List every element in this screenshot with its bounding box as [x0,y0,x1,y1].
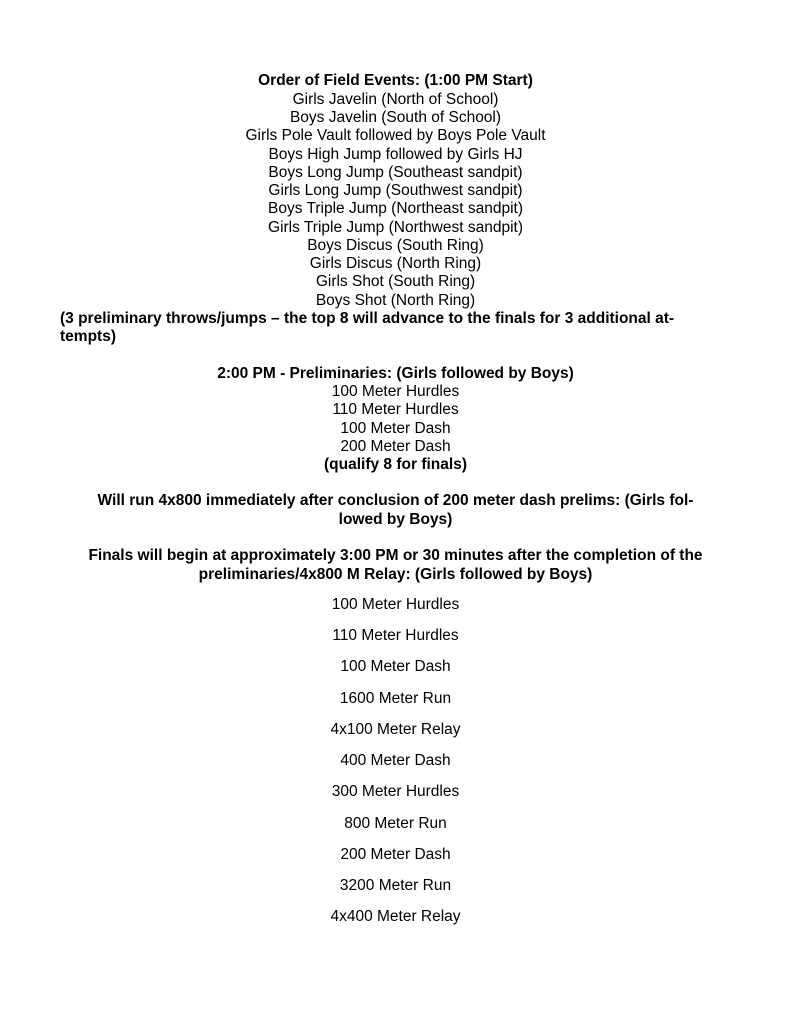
final-item: 4x100 Meter Relay [330,721,461,738]
relay-note-line-2: lowed by Boys) [338,511,453,528]
relay-note-line-1: Will run 4x800 immediately after conclusion of 200 meter dash prelims: (Girls fol- [97,492,694,509]
preliminaries-heading: 2:00 PM - Preliminaries: (Girls followed by Boys) [217,365,574,382]
attempts-note-line-2: tempts) [60,328,116,345]
field-event-item: Girls Shot (South Ring) [315,273,476,290]
finals-heading-line-1: Finals will begin at approximately 3:00 PM or 30 minutes after the completion of the [88,547,703,564]
field-event-item: Girls Triple Jump (Northwest sandpit) [268,219,523,236]
final-item: 300 Meter Hurdles [331,783,460,800]
final-item: 100 Meter Hurdles [331,596,460,613]
final-item: 1600 Meter Run [339,690,452,707]
final-item: 4x400 Meter Relay [330,908,461,925]
field-event-item: Boys High Jump followed by Girls HJ [268,146,523,163]
finals-heading-line-2: preliminaries/4x800 M Relay: (Girls followed by Boys) [198,566,593,583]
final-item: 800 Meter Run [344,815,447,832]
preliminary-item: 110 Meter Hurdles [332,401,459,418]
attempts-note [60,310,740,346]
field-event-item: Girls Discus (North Ring) [309,255,482,272]
qualify-note: (qualify 8 for finals) [324,456,467,473]
field-event-item: Boys Shot (North Ring) [315,292,476,309]
final-item: 100 Meter Dash [340,658,451,675]
final-item: 400 Meter Dash [340,752,451,769]
field-event-item: Boys Javelin (South of School) [289,109,502,126]
field-event-item: Boys Triple Jump (Northeast sandpit) [268,200,523,217]
preliminary-item: 100 Meter Hurdles [331,383,460,400]
attempts-note-line-1: (3 preliminary throws/jumps – the top 8 will advance to the finals for 3 additional at- [60,310,675,327]
field-event-item: Girls Pole Vault followed by Boys Pole Vault [245,127,546,144]
field-event-item: Girls Long Jump (Southwest sandpit) [268,182,523,199]
field-event-item: Girls Javelin (North of School) [292,91,499,108]
field-event-item: Boys Long Jump (Southeast sandpit) [268,164,523,181]
preliminary-item: 200 Meter Dash [340,438,451,455]
final-item: 3200 Meter Run [339,877,452,894]
final-item: 110 Meter Hurdles [332,627,459,644]
final-item: 200 Meter Dash [340,846,451,863]
preliminary-item: 100 Meter Dash [340,420,451,437]
field-events-heading: Order of Field Events: (1:00 PM Start) [258,72,533,89]
field-event-item: Boys Discus (South Ring) [307,237,484,254]
